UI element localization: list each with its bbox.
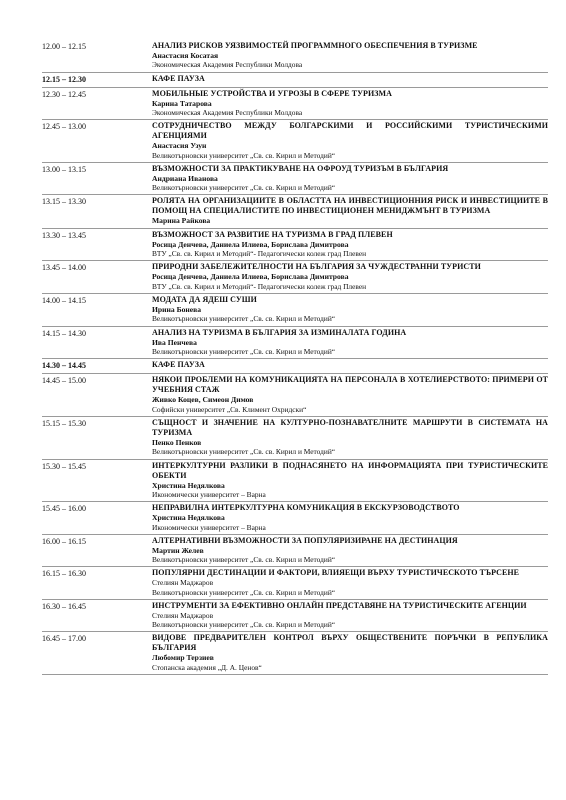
session-affiliation: Икономически университет – Варна bbox=[152, 522, 266, 532]
program-row bbox=[42, 294, 548, 327]
session-content bbox=[152, 89, 548, 118]
session-time: 16.30 – 16.45 bbox=[42, 601, 86, 611]
session-time: 15.45 – 16.00 bbox=[42, 504, 86, 514]
program-row bbox=[42, 327, 548, 360]
session-time: 14.15 – 14.30 bbox=[42, 328, 86, 338]
session-authors: Росица Денчева, Даниела Илиева, Борислава Димитрова bbox=[152, 239, 349, 249]
session-title: НЕПРАВИЛНА ИНТЕРКУЛТУРНА КОМУНИКАЦИЯ В ЕКСКУРЗОВОДСТВОТО bbox=[152, 503, 460, 513]
session-title: ВИДОВЕ ПРЕДВАРИТЕЛЕН КОНТРОЛ ВЪРХУ ОБЩЕСТВЕНИТЕ ПОРЪЧКИ В РЕПУБЛИКА БЪЛГАРИЯ bbox=[152, 633, 548, 653]
session-authors: Христина Недялкова bbox=[152, 513, 225, 523]
session-content bbox=[152, 121, 548, 160]
session-title: ИНСТРУМЕНТИ ЗА ЕФЕКТИВНО ОНЛАЙН ПРЕДСТАВЯНЕ НА ТУРИСТИЧЕСКИТЕ АГЕНЦИИ bbox=[152, 600, 527, 610]
session-content bbox=[152, 633, 548, 672]
program-row bbox=[42, 163, 548, 196]
session-affiliation: Экономическая Академия Республики Молдова bbox=[152, 108, 303, 118]
session-content bbox=[152, 375, 548, 414]
session-title: СОТРУДНИЧЕСТВО МЕЖДУ БОЛГАРСКИМИ И РОССИЙСКИМИ ТУРИСТИЧЕСКИМИ АГЕНЦИЯМИ bbox=[152, 121, 548, 141]
program-row bbox=[42, 600, 548, 632]
session-title: АНАЛИЗ НА ТУРИЗМА В БЪЛГАРИЯ ЗА ИЗМИНАЛАТА ГОДИНА bbox=[152, 327, 407, 337]
session-title: АЛТЕРНАТИВНИ ВЪЗМОЖНОСТИ ЗА ПОПУЛЯРИЗИРАНЕ НА ДЕСТИНАЦИЯ bbox=[152, 535, 458, 545]
session-authors: Пенко Пенков bbox=[152, 437, 202, 447]
session-content bbox=[152, 328, 548, 357]
session-content bbox=[152, 418, 548, 457]
session-title: МОБИЛЬНЫЕ УСТРОЙСТВА И УГРОЗЫ В СФЕРЕ ТУРИЗМА bbox=[152, 88, 392, 98]
session-authors: Мартин Желев bbox=[152, 545, 204, 555]
session-time: 16.45 – 17.00 bbox=[42, 634, 86, 644]
break-title: КАФЕ ПАУЗА bbox=[152, 360, 205, 370]
session-affiliation: Великотърновски университет „Св. св. Кирил и Методий“ bbox=[152, 183, 336, 193]
session-title: ИНТЕРКУЛТУРНИ РАЗЛИКИ В ПОДНАСЯНЕТО НА ИНФОРМАЦИЯТА ПРИ ТУРИСТИЧЕСКИТЕ ОБЕКТИ bbox=[152, 460, 548, 480]
session-time: 12.45 – 13.00 bbox=[42, 122, 86, 132]
program-row bbox=[42, 229, 548, 262]
session-affiliation: Великотърновски университет „Св. св. Кирил и Методий“ bbox=[152, 347, 336, 357]
session-affiliation: Экономическая Академия Республики Молдова bbox=[152, 60, 303, 70]
session-affiliation: Великотърновски университет „Св. св. Кирил и Методий“ bbox=[152, 314, 336, 324]
program-row-break bbox=[42, 359, 548, 374]
session-content bbox=[152, 41, 548, 70]
program-row bbox=[42, 632, 548, 675]
session-content bbox=[152, 262, 548, 291]
session-title: НЯКОИ ПРОБЛЕМИ НА КОМУНИКАЦИЯТА НА ПЕРСОНАЛА В ХОТЕЛИЕРСТВОТО: ПРИМЕРИ ОТ УЧЕБНИЯ СТАЖ bbox=[152, 375, 548, 395]
session-authors: Карина Татарова bbox=[152, 98, 212, 108]
session-title: МОДАТА ДА ЯДЕШ СУШИ bbox=[152, 295, 257, 305]
program-row bbox=[42, 374, 548, 417]
session-content bbox=[152, 536, 548, 565]
session-time: 13.45 – 14.00 bbox=[42, 263, 86, 273]
session-affiliation: Великотърновски университет „Св. св. Кирил и Методий“ bbox=[152, 447, 336, 457]
session-affiliation: Стелиян Маджаров Великотърновски университет „Св. св. Кирил и Методий“ bbox=[152, 578, 336, 597]
session-affiliation: Стопанска академия „Д. А. Ценов“ bbox=[152, 662, 262, 672]
program-row bbox=[42, 502, 548, 535]
session-time: 14.45 – 15.00 bbox=[42, 376, 86, 386]
session-authors: Ирина Бонева bbox=[152, 305, 202, 315]
session-title: СЪЩНОСТ И ЗНАЧЕНИЕ НА КУЛТУРНО-ПОЗНАВАТЕЛНИТЕ МАРШРУТИ В СИСТЕМАТА НА ТУРИЗМА bbox=[152, 417, 548, 437]
session-authors: Христина Недялкова bbox=[152, 480, 225, 490]
session-authors: Живко Коцев, Симеон Димов bbox=[152, 395, 254, 405]
session-authors: Росица Денчева, Даниела Илиева, Борислава Димитрова bbox=[152, 272, 349, 282]
session-time: 16.15 – 16.30 bbox=[42, 569, 86, 579]
session-time: 13.30 – 13.45 bbox=[42, 230, 86, 240]
session-title: ВЪЗМОЖНОСТ ЗА РАЗВИТИЕ НА ТУРИЗМА В ГРАД ПЛЕВЕН bbox=[152, 229, 393, 239]
session-content bbox=[152, 360, 548, 371]
session-content bbox=[152, 164, 548, 193]
session-content bbox=[152, 503, 548, 532]
program-row bbox=[42, 417, 548, 460]
program-row bbox=[42, 195, 548, 228]
session-affiliation: ВТУ „Св. св. Кирил и Методий“- Педагогически колеж град Плевен bbox=[152, 281, 367, 291]
session-affiliation: Великотърновски университет „Св. св. Кирил и Методий“ bbox=[152, 150, 336, 160]
session-time: 13.00 – 13.15 bbox=[42, 164, 86, 174]
session-affiliation: Стелиян Маджаров Великотърновски университет „Св. св. Кирил и Методий“ bbox=[152, 610, 336, 629]
session-time: 15.30 – 15.45 bbox=[42, 461, 86, 471]
program-row bbox=[42, 40, 548, 73]
session-content bbox=[152, 568, 548, 596]
session-authors: Марина Райкова bbox=[152, 216, 211, 226]
session-content bbox=[152, 295, 548, 324]
program-row-break bbox=[42, 73, 548, 88]
session-authors: Анастасия Узун bbox=[152, 141, 207, 151]
program-row bbox=[42, 120, 548, 163]
session-time: 16.00 – 16.15 bbox=[42, 536, 86, 546]
session-time: 14.00 – 14.15 bbox=[42, 296, 86, 306]
session-time: 12.30 – 12.45 bbox=[42, 89, 86, 99]
program-row bbox=[42, 535, 548, 568]
session-time: 15.15 – 15.30 bbox=[42, 418, 86, 428]
session-time: 12.00 – 12.15 bbox=[42, 42, 86, 51]
session-title: ВЪЗМОЖНОСТИ ЗА ПРАКТИКУВАНЕ НА ОФРОУД ТУРИЗЪМ В БЪЛГАРИЯ bbox=[152, 163, 449, 173]
session-title: ПОПУЛЯРНИ ДЕСТИНАЦИИ И ФАКТОРИ, ВЛИЯЕЩИ ВЪРХУ ТУРИСТИЧЕСКОТО ТЪРСЕНЕ bbox=[152, 568, 520, 578]
session-authors: Андриана Иванова bbox=[152, 173, 218, 183]
program-row bbox=[42, 261, 548, 294]
session-affiliation: Софийски университет „Св. Климент Охридски“ bbox=[152, 404, 307, 414]
program-row bbox=[42, 567, 548, 599]
session-affiliation: Великотърновски университет „Св. св. Кирил и Методий“ bbox=[152, 555, 336, 565]
session-content bbox=[152, 461, 548, 500]
program-row bbox=[42, 460, 548, 503]
session-content bbox=[152, 196, 548, 225]
session-title: РОЛЯТА НА ОРГАНИЗАЦИИТЕ В ОБЛАСТТА НА ИНВЕСТИЦИОННИЯ РИСК И ИНВЕСТИЦИИТЕ В ПОМОЩ НА СПЕЦИАЛИСТИТЕ ПО ИНВЕСТИЦИОНЕН МЕНИДЖМЪНТ В ТУРИЗМА bbox=[152, 196, 548, 216]
session-authors: Ива Пенчева bbox=[152, 337, 197, 347]
session-affiliation: Икономически университет – Варна bbox=[152, 489, 266, 499]
session-time: 12.15 – 12.30 bbox=[42, 74, 86, 84]
session-affiliation: ВТУ „Св. св. Кирил и Методий“- Педагогически колеж град Плевен bbox=[152, 249, 367, 259]
session-title: ПРИРОДНИ ЗАБЕЛЕЖИТЕЛНОСТИ НА БЪЛГАРИЯ ЗА ЧУЖДЕСТРАННИ ТУРИСТИ bbox=[152, 262, 481, 272]
session-title: АНАЛИЗ РИСКОВ УЯЗВИМОСТЕЙ ПРОГРАММНОГО ОБЕСПЕЧЕНИЯ В ТУРИЗМЕ bbox=[152, 41, 478, 50]
program-table bbox=[42, 40, 548, 675]
session-time: 13.15 – 13.30 bbox=[42, 197, 86, 207]
session-authors: Любомир Терзиев bbox=[152, 653, 214, 663]
session-content bbox=[152, 230, 548, 259]
program-row bbox=[42, 88, 548, 121]
session-time: 14.30 – 14.45 bbox=[42, 361, 86, 371]
break-title: КАФЕ ПАУЗА bbox=[152, 73, 205, 83]
session-content bbox=[152, 601, 548, 629]
session-authors: Анастасия Косатая bbox=[152, 51, 219, 60]
session-content bbox=[152, 74, 548, 85]
